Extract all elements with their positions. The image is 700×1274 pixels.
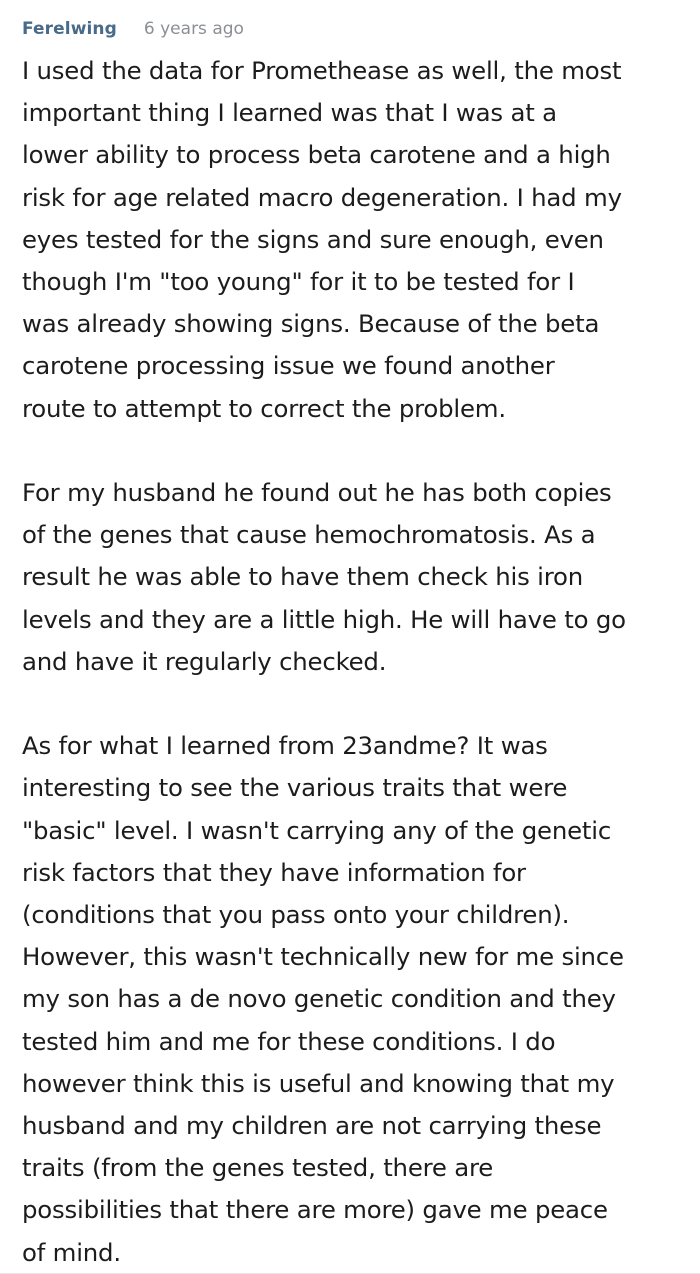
comment-author-link[interactable]: Ferelwing	[22, 19, 117, 39]
comment-body	[22, 50, 692, 1274]
comment-timestamp: 6 years ago	[143, 19, 244, 39]
comment-header	[22, 15, 244, 43]
comment-paragraph: As for what I learned from 23andme? It was interesting to see the various traits that were "basic" level. I wasn't carrying any of the genetic risk factors that they have information for (conditions that you pass onto your children). However, this wasn't technically new for me since my son has a de novo genetic condition and they tested him and me for these conditions. I do however think this is useful and knowing that my husband and my children are not carrying these traits (from the genes tested, there are possibilities that there are more) gave me peace of mind.	[22, 731, 624, 1267]
comment-paragraph: I used the data for Promethease as well, the most important thing I learned was that I was at a lower ability to process beta carotene and a high risk for age related macro degeneration. I had my eyes tested for the signs and sure enough, even though I'm "too young" for it to be tested for I was already showing signs. Because of the beta carotene processing issue we found another route to attempt to correct the problem.	[22, 56, 622, 423]
comment-paragraph: For my husband he found out he has both copies of the genes that cause hemochromatosis. As a result he was able to have them check his iron levels and they are a little high. He will have to go and have it regularly checked.	[22, 478, 626, 676]
